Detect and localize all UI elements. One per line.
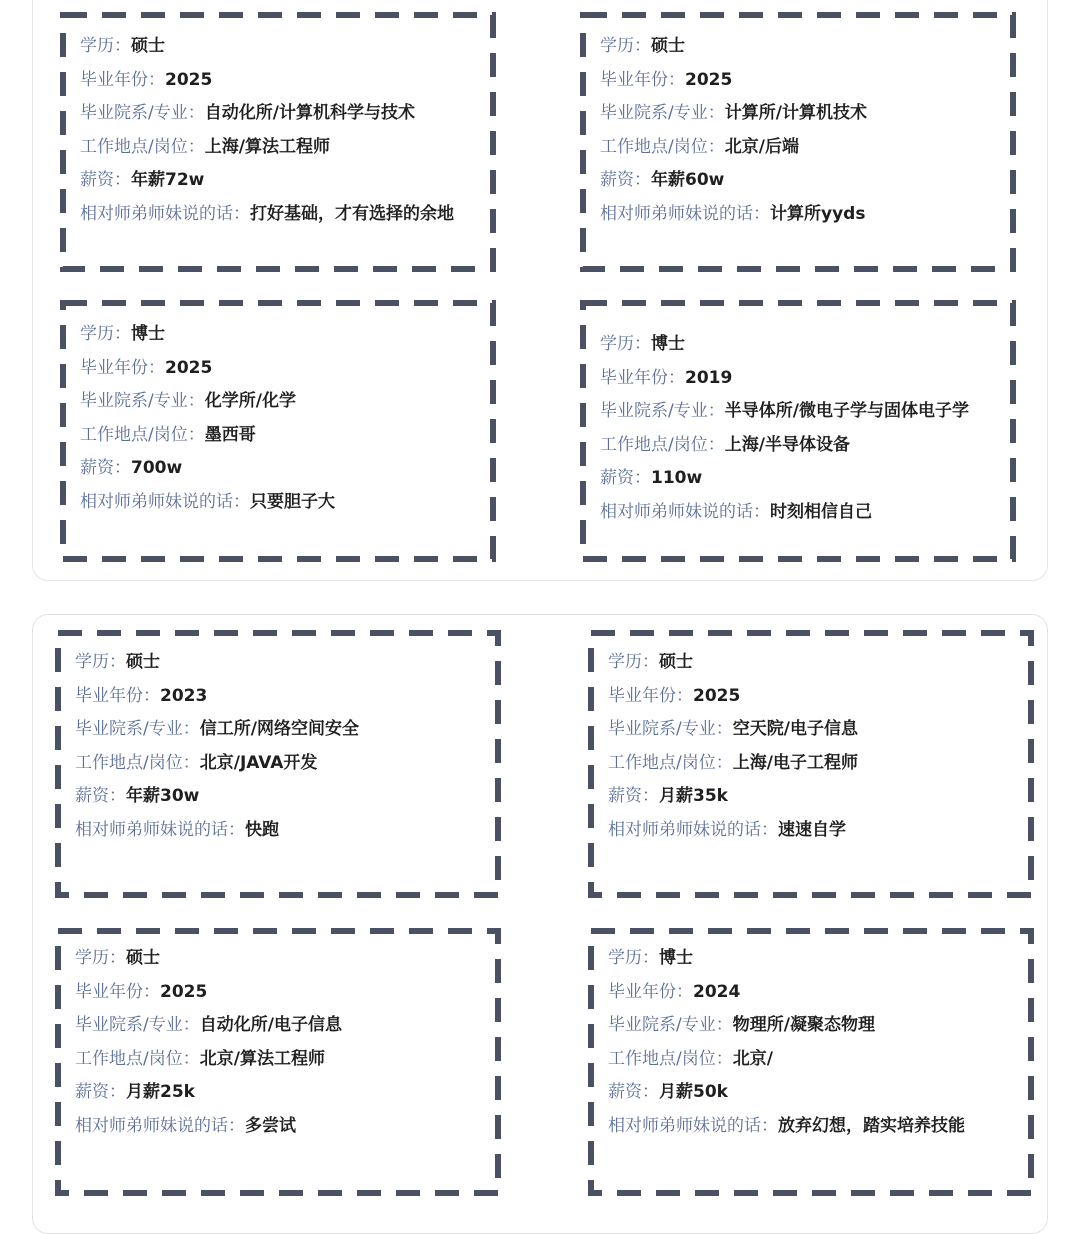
field-label: 毕业院系/专业： xyxy=(75,719,200,739)
field-value: 自动化所/计算机科学与技术 xyxy=(204,103,415,123)
field-department xyxy=(80,97,482,131)
field-label: 学历： xyxy=(608,652,659,672)
field-degree xyxy=(608,646,1020,680)
field-department xyxy=(600,395,1002,429)
field-location-role xyxy=(608,1043,1020,1077)
field-label: 工作地点/岗位： xyxy=(600,136,725,157)
field-value: 计算所/计算机技术 xyxy=(724,103,867,123)
field-location-role xyxy=(608,747,1020,781)
field-label: 学历： xyxy=(80,36,131,56)
field-value: 化学所/化学 xyxy=(204,391,296,411)
field-value: 2025 xyxy=(165,69,213,90)
field-location-role xyxy=(80,419,482,453)
field-value: 半导体所/微电子学与固体电子学 xyxy=(724,401,969,421)
field-label: 学历： xyxy=(75,948,126,968)
field-value: 多尝试 xyxy=(245,1115,296,1136)
field-value: 2025 xyxy=(693,685,741,706)
field-label: 工作地点/岗位： xyxy=(75,752,200,773)
field-label: 毕业年份： xyxy=(608,685,693,706)
field-grad-year xyxy=(600,64,1002,98)
info-card xyxy=(588,630,1034,898)
field-grad-year xyxy=(600,362,1002,396)
info-card xyxy=(60,12,496,272)
field-label: 学历： xyxy=(600,334,651,354)
field-value: 2024 xyxy=(693,981,741,1002)
field-salary xyxy=(608,780,1020,814)
field-salary xyxy=(75,1076,487,1110)
field-value: 北京/ xyxy=(732,1048,773,1069)
field-location-role xyxy=(600,429,1002,463)
info-card xyxy=(55,928,501,1196)
field-value: 物理所/凝聚态物理 xyxy=(732,1015,875,1035)
field-value: 月薪25k xyxy=(126,1082,195,1102)
field-value: 北京/后端 xyxy=(724,136,799,157)
field-value: 年薪30w xyxy=(126,786,200,806)
field-value: 上海/半导体设备 xyxy=(724,434,850,455)
field-grad-year xyxy=(80,352,482,386)
field-label: 工作地点/岗位： xyxy=(600,434,725,455)
field-label: 毕业院系/专业： xyxy=(80,103,205,123)
field-label: 薪资： xyxy=(600,468,651,488)
field-degree xyxy=(600,328,1002,362)
field-value: 信工所/网络空间安全 xyxy=(199,719,359,739)
info-card xyxy=(580,12,1016,272)
field-location-role xyxy=(600,131,1002,165)
field-advice xyxy=(80,198,482,232)
field-degree xyxy=(600,30,1002,64)
field-value: 2025 xyxy=(165,357,213,378)
field-value: 博士 xyxy=(659,948,693,968)
field-advice xyxy=(608,814,1020,848)
field-value: 月薪35k xyxy=(659,786,728,806)
field-advice xyxy=(75,814,487,848)
field-label: 相对师弟师妹说的话： xyxy=(600,203,770,224)
field-label: 薪资： xyxy=(608,1082,659,1102)
field-value: 月薪50k xyxy=(659,1082,728,1102)
field-grad-year xyxy=(80,64,482,98)
field-label: 毕业院系/专业： xyxy=(600,401,725,421)
info-card xyxy=(55,630,501,898)
field-label: 相对师弟师妹说的话： xyxy=(75,819,245,840)
field-value: 硕士 xyxy=(126,948,160,968)
field-value: 放弃幻想，踏实培养技能 xyxy=(778,1115,965,1136)
field-advice xyxy=(600,496,1002,530)
field-value: 北京/算法工程师 xyxy=(199,1048,325,1069)
field-degree xyxy=(80,318,482,352)
field-label: 毕业年份： xyxy=(600,367,685,388)
field-department xyxy=(75,713,487,747)
field-value: 墨西哥 xyxy=(204,424,256,445)
field-advice xyxy=(80,486,482,520)
field-location-role xyxy=(80,131,482,165)
field-label: 薪资： xyxy=(608,786,659,806)
field-label: 毕业院系/专业： xyxy=(80,391,205,411)
field-label: 相对师弟师妹说的话： xyxy=(80,203,250,224)
field-value: 博士 xyxy=(131,324,165,344)
field-degree xyxy=(80,30,482,64)
field-value: 2023 xyxy=(160,685,208,706)
field-value: 上海/电子工程师 xyxy=(732,752,858,773)
field-salary xyxy=(600,164,1002,198)
field-label: 工作地点/岗位： xyxy=(80,424,205,445)
field-label: 毕业年份： xyxy=(75,685,160,706)
field-label: 毕业年份： xyxy=(80,357,165,378)
field-location-role xyxy=(75,1043,487,1077)
field-value: 110w xyxy=(651,468,703,488)
field-department xyxy=(80,385,482,419)
field-degree xyxy=(75,646,487,680)
field-department xyxy=(600,97,1002,131)
field-label: 相对师弟师妹说的话： xyxy=(600,501,770,522)
field-value: 自动化所/电子信息 xyxy=(199,1015,342,1035)
field-degree xyxy=(75,942,487,976)
field-value: 硕士 xyxy=(651,36,685,56)
field-label: 薪资： xyxy=(75,1082,126,1102)
field-label: 薪资： xyxy=(80,458,131,478)
field-label: 毕业年份： xyxy=(608,981,693,1002)
field-value: 速速自学 xyxy=(778,819,846,840)
field-value: 快跑 xyxy=(245,819,279,840)
field-label: 毕业院系/专业： xyxy=(608,719,733,739)
info-card xyxy=(60,300,496,562)
field-label: 相对师弟师妹说的话： xyxy=(80,491,250,512)
field-value: 北京/JAVA开发 xyxy=(199,752,318,773)
field-degree xyxy=(608,942,1020,976)
field-label: 毕业院系/专业： xyxy=(600,103,725,123)
field-label: 相对师弟师妹说的话： xyxy=(75,1115,245,1136)
field-label: 毕业院系/专业： xyxy=(608,1015,733,1035)
field-label: 相对师弟师妹说的话： xyxy=(608,819,778,840)
info-card xyxy=(588,928,1034,1196)
field-value: 年薪60w xyxy=(651,170,725,190)
field-value: 硕士 xyxy=(131,36,165,56)
field-value: 时刻相信自己 xyxy=(770,501,872,522)
field-grad-year xyxy=(75,680,487,714)
field-label: 学历： xyxy=(80,324,131,344)
field-label: 薪资： xyxy=(80,170,131,190)
field-value: 打好基础，才有选择的余地 xyxy=(250,203,454,224)
field-salary xyxy=(600,462,1002,496)
field-location-role xyxy=(75,747,487,781)
field-value: 2025 xyxy=(685,69,733,90)
field-label: 学历： xyxy=(608,948,659,968)
field-label: 毕业年份： xyxy=(600,69,685,90)
field-label: 相对师弟师妹说的话： xyxy=(608,1115,778,1136)
field-value: 计算所yyds xyxy=(770,203,866,224)
field-department xyxy=(608,1009,1020,1043)
field-grad-year xyxy=(608,680,1020,714)
field-label: 薪资： xyxy=(600,170,651,190)
field-label: 毕业年份： xyxy=(80,69,165,90)
field-label: 学历： xyxy=(75,652,126,672)
field-advice xyxy=(608,1110,1020,1144)
field-value: 硕士 xyxy=(659,652,693,672)
field-salary xyxy=(80,452,482,486)
field-salary xyxy=(608,1076,1020,1110)
field-label: 工作地点/岗位： xyxy=(608,1048,733,1069)
field-value: 2025 xyxy=(160,981,208,1002)
field-advice xyxy=(600,198,1002,232)
field-value: 2019 xyxy=(685,367,733,388)
field-label: 工作地点/岗位： xyxy=(75,1048,200,1069)
field-value: 只要胆子大 xyxy=(250,491,335,512)
field-value: 空天院/电子信息 xyxy=(732,719,858,739)
field-advice xyxy=(75,1110,487,1144)
field-salary xyxy=(75,780,487,814)
field-label: 工作地点/岗位： xyxy=(608,752,733,773)
field-department xyxy=(75,1009,487,1043)
field-salary xyxy=(80,164,482,198)
field-label: 毕业院系/专业： xyxy=(75,1015,200,1035)
field-value: 上海/算法工程师 xyxy=(204,136,330,157)
field-label: 学历： xyxy=(600,36,651,56)
info-card xyxy=(580,300,1016,562)
field-label: 工作地点/岗位： xyxy=(80,136,205,157)
field-grad-year xyxy=(75,976,487,1010)
field-department xyxy=(608,713,1020,747)
field-value: 年薪72w xyxy=(131,170,205,190)
field-label: 毕业年份： xyxy=(75,981,160,1002)
field-value: 700w xyxy=(131,458,183,478)
field-value: 博士 xyxy=(651,334,685,354)
field-value: 硕士 xyxy=(126,652,160,672)
field-label: 薪资： xyxy=(75,786,126,806)
field-grad-year xyxy=(608,976,1020,1010)
